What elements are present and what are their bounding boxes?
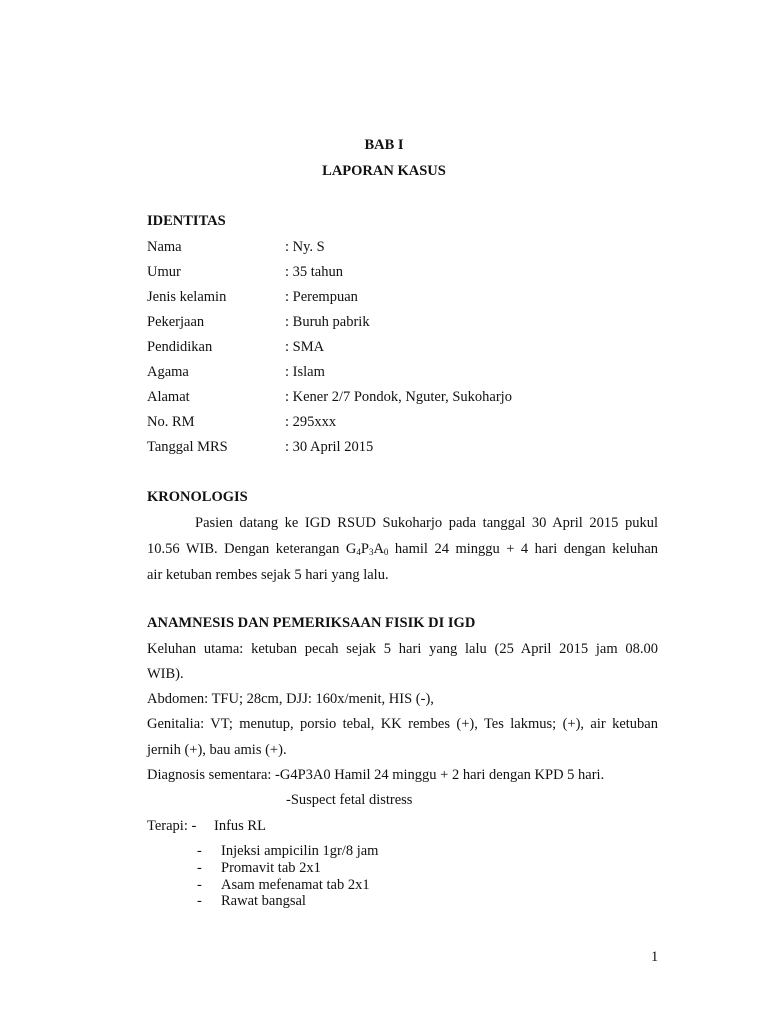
subscript: 3 [368,547,374,557]
diagnosis-line: Diagnosis sementara: -G4P3A0 Hamil 24 minggu + 2 hari dengan KPD 5 hari. [147,767,605,783]
list-bullet: - [197,843,202,859]
kronologis-heading: KRONOLOGIS [147,489,248,505]
genitalia-line: Genitalia: VT; menutup, porsio tebal, KK rembes (+), Tes lakmus; (+), air ketuban [147,716,658,732]
report-title: LAPORAN KASUS [322,163,446,179]
identitas-heading: IDENTITAS [147,213,226,229]
identitas-value: : Buruh pabrik [285,314,370,330]
terapi-label: Terapi: - [147,818,197,834]
list-bullet: - [197,877,202,893]
keluhan-utama-line: WIB). [147,666,184,682]
identitas-value: : Ny. S [285,239,325,255]
text-run: P [360,541,369,557]
text-run: hamil 24 minggu + 4 hari dengan keluhan [388,541,659,557]
keluhan-utama-line: Keluhan utama: ketuban pecah sejak 5 hari yang lalu (25 April 2015 jam 08.00 [147,641,658,657]
identitas-label: Nama [147,239,182,255]
identitas-label: Umur [147,264,181,280]
terapi-item: Asam mefenamat tab 2x1 [221,877,370,893]
identitas-value: : Islam [285,364,325,380]
paragraph-line: Pasien datang ke IGD RSUD Sukoharjo pada tanggal 30 April 2015 pukul [195,515,658,531]
identitas-value: : 35 tahun [285,264,343,280]
list-bullet: - [197,893,202,909]
page-number: 1 [651,949,659,965]
terapi-item: Infus RL [214,818,266,834]
paragraph-line [147,541,658,558]
terapi-item: Injeksi ampicilin 1gr/8 jam [221,843,379,859]
text-run: A [373,541,384,557]
identitas-value: : 30 April 2015 [285,439,374,455]
identitas-label: Pekerjaan [147,314,205,330]
identitas-label: Pendidikan [147,339,213,355]
abdomen-line: Abdomen: TFU; 28cm, DJJ: 160x/menit, HIS (-), [147,691,434,707]
chapter-title: BAB I [364,137,404,153]
terapi-item: Rawat bangsal [221,893,306,909]
terapi-item: Promavit tab 2x1 [221,860,321,876]
identitas-label: No. RM [147,414,195,430]
genitalia-line: jernih (+), bau amis (+). [147,742,287,758]
list-bullet: - [197,860,202,876]
text-run: 10.56 WIB. Dengan keterangan G [147,541,357,557]
identitas-label: Jenis kelamin [147,289,227,305]
identitas-value: : Perempuan [285,289,358,305]
subscript: 0 [383,547,389,557]
anamnesis-heading: ANAMNESIS DAN PEMERIKSAAN FISIK DI IGD [147,615,476,631]
paragraph-line: air ketuban rembes sejak 5 hari yang lalu. [147,567,389,583]
subscript: 4 [356,547,361,557]
diagnosis-line: -Suspect fetal distress [286,792,413,808]
identitas-value: : 295xxx [285,414,337,430]
identitas-value: : SMA [285,339,325,355]
identitas-value: : Kener 2/7 Pondok, Nguter, Sukoharjo [285,389,512,405]
identitas-label: Tanggal MRS [147,439,228,455]
identitas-label: Agama [147,364,189,380]
identitas-label: Alamat [147,389,190,405]
